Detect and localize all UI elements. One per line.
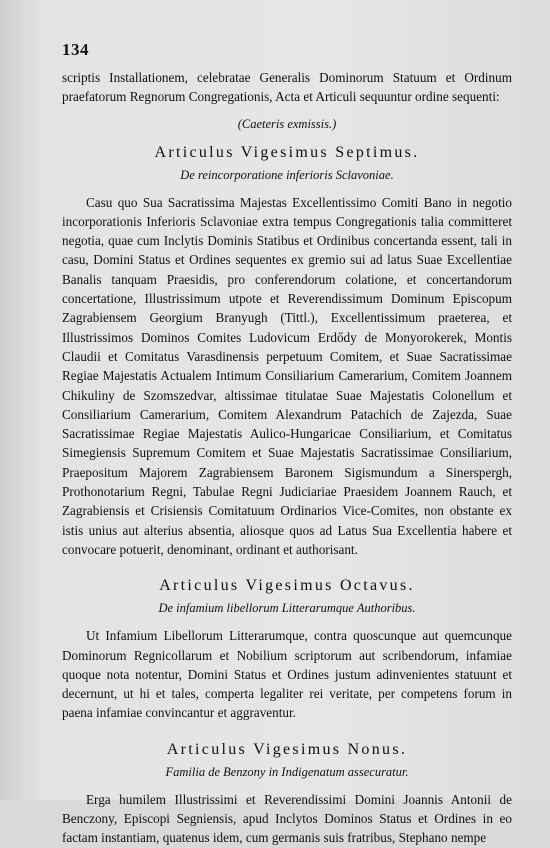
article-28-subheading: De infamium libellorum Litterarumque Authoribus. [158,601,416,616]
article-29-paragraph: Erga humilem Illustrissimi et Reverendissimi Domini Joannis Antonii de Benczony, Episcopi Segniensis, apud Inclytos Dominos Status et Ordines in eo factam instantiam, quatenus idem, cum germanis suis fratribus, Stephano nempe [62,791,512,846]
article-27-paragraph: Casu quo Sua Sacratissima Majestas Excellentissimo Comiti Bano in negotio incorporationis Inferioris Sclavoniae extra tempus Congregationis talia committeret negotia, quae cum Inclytis Dominis Statibus et Ordinibus concertanda essent, tali in casu, Domini Status et Ordines sequentes ex gremio sui ad latus Suae Excellentiae Banalis tanquam Praesidis, pro conferendorum colatione, et concertandorum concertatione, Illustrissimum utpote et Reverendissimum Dominum Episcopum Zagrabiensem Georgium Branyugh (Tittl.), Excellentissimum praeterea, et Illustrissimos Dominos Comites Ludovicum Erdődy de Monyorokerek, Montis Claudii et Comitatus Varasdinensis perpetuum Comitem, et Suae Sacratissimae Regiae Majestatis Actualem Intimum Consiliarium Camerarium, Comitem Joannem Chikuliny de Szomszedvar, altissimae titulatae Suae Majestatis Colonellum et Consiliarium Camerarium, Comitem Alexandrum Patachich de Zajezda, Suae Sacratissimae Regiae Majestatis Aulico-Hungaricae Consiliarium, et Comitatus Simegiensis Supremum Comitem et Suae Majestatis Sacratissimae Consiliarium, Praepositum Majorem Zagrabiensem Baronem Sigismundum a Sinerspergh, Prothonotarium Regni, Tabulae Regni Judiciariae Praesidem Joannem Rauch, et Zagrabiensis et Crisiensis Comitatuum Ordinarios Vice-Comites, non obstante ex istis unius aut alterius absentia, aliosque quos ad Latus Sua Excellentia habere et convocare potuerit, denominant, ordinant et authorisant. [62,194,512,557]
caeteris-note: (Caeteris exmissis.) [237,116,337,131]
article-29-heading: Articulus Vigesimus Nonus. [166,740,408,758]
article-27-heading: Articulus Vigesimus Septimus. [154,143,420,161]
intro-paragraph: scriptis Installationem, celebratae Generalis Dominorum Statuum et Ordinum praefatorum Regnorum Congregationis, Acta et Articuli sequuntur ordine sequenti: [62,70,512,105]
article-29-subheading: Familia de Benzony in Indigenatum assecuratur. [165,764,409,779]
article-28-paragraph: Ut Infamium Libellorum Litterarumque, contra quoscunque aut quemcunque Dominorum Regnicollarum et Nobilium scriptorum aut scribendorum, infamiae quoque nota notentur, Domini Status et Ordines justum adinvenientes statuunt et decernunt, ut hi et tales, comperta legaliter rei veritate, per competens forum in paena infamiae convincantur et aggraventur. [62,628,512,721]
article-28-heading: Articulus Vigesimus Octavus. [159,577,415,595]
page-number: 134 [62,40,89,59]
article-27-subheading: De reincorporatione inferioris Sclavoniae. [180,167,394,182]
